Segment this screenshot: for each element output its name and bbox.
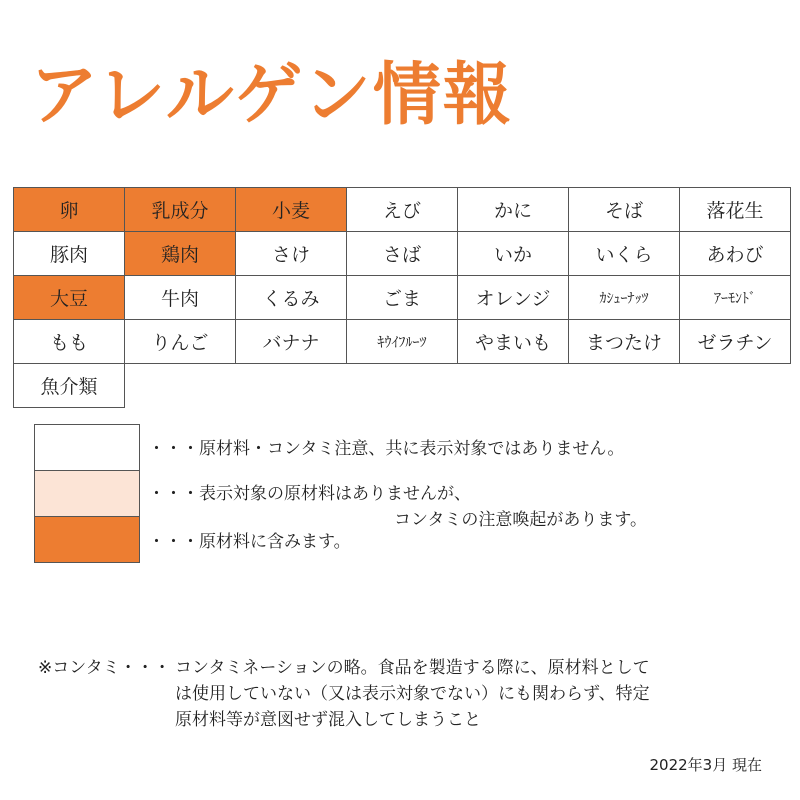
empty-cell — [569, 364, 680, 408]
allergen-cell: オレンジ — [458, 276, 569, 320]
allergen-row — [14, 232, 791, 276]
allergen-cell: あわび — [680, 232, 791, 276]
allergen-cell: ごま — [347, 276, 458, 320]
allergen-cell: まつたけ — [569, 320, 680, 364]
legend-swatch-contamination — [35, 471, 139, 517]
allergen-cell: ｶｼｭｰﾅｯﾂ — [569, 276, 680, 320]
allergen-cell: 乳成分 — [125, 188, 236, 232]
allergen-cell: 卵 — [14, 188, 125, 232]
empty-cell — [125, 364, 236, 408]
empty-cell — [680, 364, 791, 408]
allergen-cell: くるみ — [236, 276, 347, 320]
note-prefix: ※コンタミ・・・ — [38, 658, 171, 678]
allergen-cell: 豚肉 — [14, 232, 125, 276]
legend-swatch-none — [35, 425, 139, 471]
allergen-cell: 魚介類 — [14, 364, 125, 408]
allergen-row — [14, 276, 791, 320]
legend-text-none: ・・・原材料・コンタミ注意、共に表示対象ではありません。 — [148, 439, 625, 459]
allergen-cell: りんご — [125, 320, 236, 364]
allergen-cell: えび — [347, 188, 458, 232]
allergen-cell: 落花生 — [680, 188, 791, 232]
note-line-3: 原材料等が意図せず混入してしまうこと — [175, 710, 481, 730]
allergen-cell: ｷｳｲﾌﾙｰﾂ — [347, 320, 458, 364]
legend-text-contamination-1: ・・・表示対象の原材料はありませんが、 — [148, 484, 471, 504]
allergen-cell: バナナ — [236, 320, 347, 364]
allergen-cell: ｱｰﾓﾝﾄﾞ — [680, 276, 791, 320]
legend-text-contamination-2: コンタミの注意喚起があります。 — [394, 510, 647, 530]
empty-cell — [347, 364, 458, 408]
allergen-cell: いくら — [569, 232, 680, 276]
page-title: アレルゲン情報 — [30, 56, 513, 135]
as-of-date: 2022年3月 現在 — [649, 756, 762, 774]
empty-cell — [236, 364, 347, 408]
allergen-cell: 鶏肉 — [125, 232, 236, 276]
allergen-cell: 牛肉 — [125, 276, 236, 320]
allergen-cell: ゼラチン — [680, 320, 791, 364]
allergen-cell: 大豆 — [14, 276, 125, 320]
empty-cell — [458, 364, 569, 408]
note-line-1: コンタミネーションの略。食品を製造する際に、原材料として — [175, 658, 650, 678]
allergen-row — [14, 364, 791, 408]
allergen-cell: やまいも — [458, 320, 569, 364]
allergen-cell: かに — [458, 188, 569, 232]
allergen-cell: さけ — [236, 232, 347, 276]
legend-text-contains: ・・・原材料に含みます。 — [148, 532, 351, 552]
allergen-cell: もも — [14, 320, 125, 364]
allergen-cell: さば — [347, 232, 458, 276]
allergen-row — [14, 188, 791, 232]
allergen-cell: そば — [569, 188, 680, 232]
allergen-cell: 小麦 — [236, 188, 347, 232]
note-line-2: は使用していない（又は表示対象でない）にも関わらず、特定 — [175, 684, 650, 704]
allergen-row — [14, 320, 791, 364]
allergen-cell: いか — [458, 232, 569, 276]
legend-swatch-contains — [35, 517, 139, 563]
allergen-table — [13, 187, 791, 408]
legend-swatches — [34, 424, 140, 563]
